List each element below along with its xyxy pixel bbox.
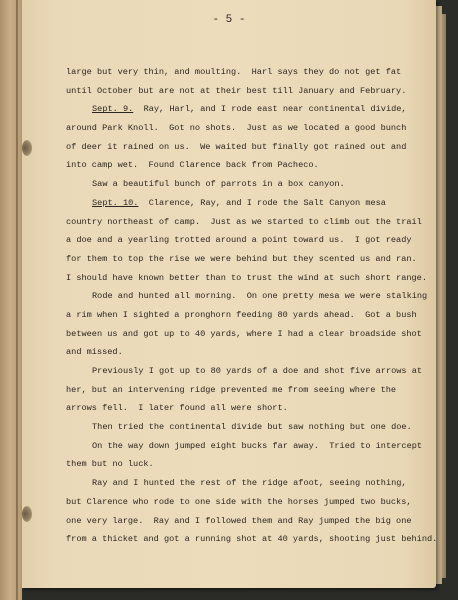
line-text: On the way down jumped eight bucks far away. Tried to intercept [92, 440, 423, 451]
line-text: into camp wet. Found Clarence back from Pacheco. [66, 160, 319, 171]
line-text: until October but are not at their best till January and February. [66, 85, 407, 96]
line-text: a doe and a yearling trotted around a point toward us. I got ready [66, 235, 412, 246]
text-line [66, 381, 416, 400]
text-line [66, 530, 438, 549]
line-text: of deer it rained on us. We waited but finally got rained out and [66, 141, 407, 152]
book-binding [0, 0, 22, 600]
line-text: from a thicket and got a running shot at 40 yards, shooting just behind. [66, 534, 438, 545]
text-line [66, 156, 416, 175]
text-line [66, 231, 416, 250]
text-line [66, 194, 416, 213]
text-line [66, 343, 416, 362]
text-line [66, 175, 416, 194]
text-line [66, 250, 416, 269]
text-line [66, 213, 422, 232]
entry-date: Sept. 9. [92, 104, 134, 115]
line-text: but Clarence who rode to one side with the horses jumped two bucks, [66, 496, 412, 507]
binding-hole [22, 140, 32, 156]
text-line [66, 325, 422, 344]
line-text: a rim when I sighted a pronghorn feeding 80 yards ahead. Got a bush [66, 309, 417, 320]
line-text: Ray and I hunted the rest of the ridge afoot, seeing nothing, [92, 478, 407, 489]
page-stack-edge-back [442, 14, 446, 578]
line-text: around Park Knoll. Got no shots. Just as we located a good bunch [66, 123, 407, 134]
text-line [66, 399, 416, 418]
line-text: I should have known better than to trust the wind at such short range. [66, 272, 427, 283]
line-text: them but no luck. [66, 459, 154, 470]
line-text: Previously I got up to 80 yards of a doe and shot five arrows at [92, 366, 423, 376]
line-text: Rode and hunted all morning. On one pretty mesa we were stalking [92, 291, 428, 302]
text-line [66, 512, 416, 531]
line-text: country northeast of camp. Just as we started to climb out the trail [66, 216, 422, 227]
text-line [66, 455, 416, 474]
line-text: Ray, Harl, and I rode east near continental divide, [133, 104, 407, 115]
line-text: large but very thin, and moulting. Harl says they do not get fat [66, 67, 402, 77]
text-line [66, 306, 416, 325]
line-text: her, but an intervening ridge prevented me from seeing where the [66, 384, 397, 395]
text-line [66, 418, 416, 437]
line-text: Saw a beautiful bunch of parrots in a box canyon. [92, 179, 345, 190]
line-text: one very large. Ray and I followed them and Ray jumped the big one [66, 515, 412, 526]
line-text: and missed. [66, 347, 123, 358]
text-line [66, 138, 416, 157]
entry-date: Sept. 10. [92, 197, 139, 208]
text-line [66, 437, 423, 456]
text-line [66, 362, 423, 381]
page-number: - 5 - [212, 14, 246, 26]
line-text: Then tried the continental divide but saw nothing but one doe. [92, 422, 412, 433]
text-line [66, 82, 416, 101]
text-line [66, 63, 416, 82]
line-text: Clarence, Ray, and I rode the Salt Canyon mesa [138, 197, 386, 208]
line-text: between us and got up to 40 yards, where I had a clear broadside shot [66, 328, 422, 339]
binding-edge [16, 0, 18, 600]
text-line [66, 474, 416, 493]
text-line [66, 269, 427, 288]
text-line [66, 119, 416, 138]
text-line [66, 287, 428, 306]
text-line [66, 493, 416, 512]
typed-text-body [66, 63, 438, 549]
document-page [22, 0, 436, 588]
line-text: arrows fell. I later found all were short. [66, 403, 288, 414]
line-text: for them to top the rise we were behind but they scented us and ran. [66, 253, 417, 264]
binding-hole [22, 506, 32, 522]
text-line [66, 100, 416, 119]
